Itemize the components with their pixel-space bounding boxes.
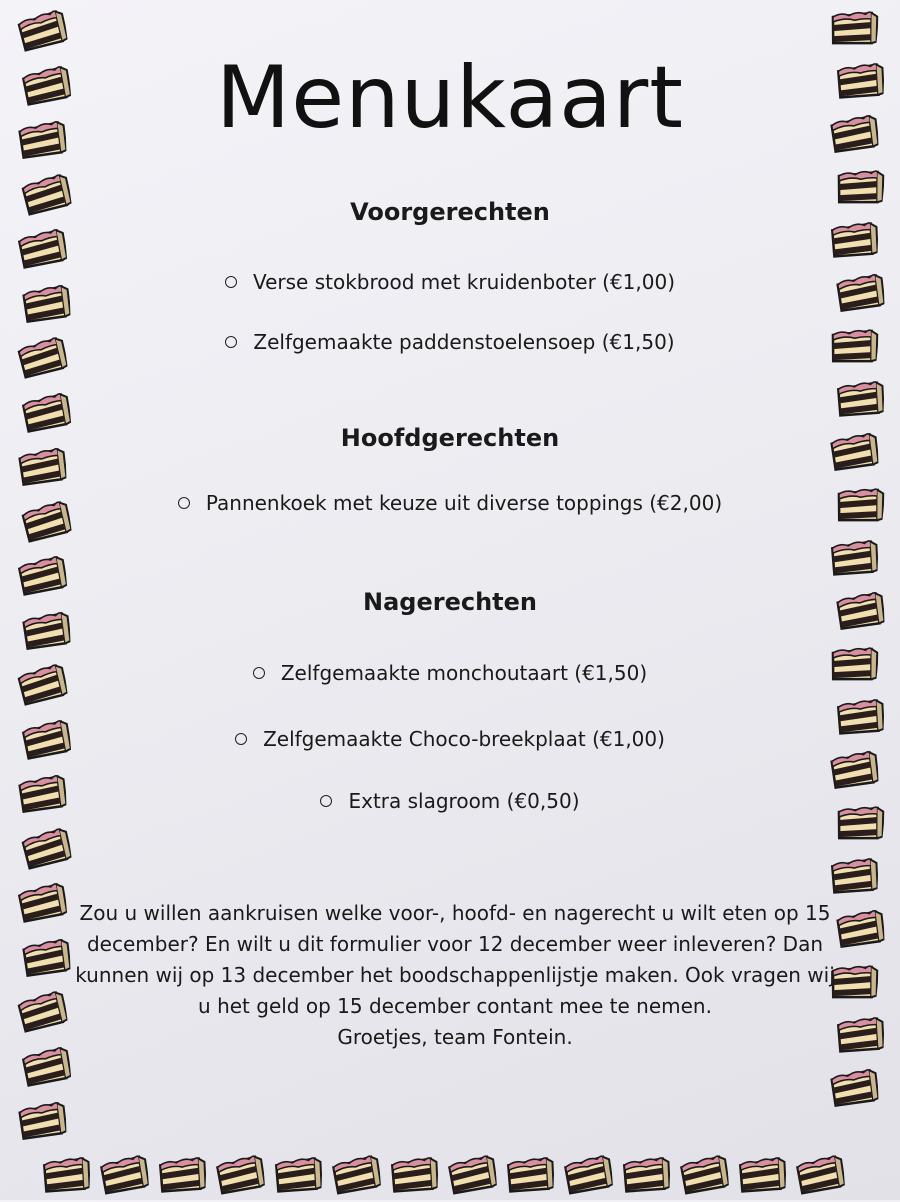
instructions-note bbox=[75, 898, 835, 1053]
circle-bullet-icon bbox=[225, 336, 237, 348]
cake-slice-icon bbox=[327, 1150, 382, 1198]
cake-slice-icon bbox=[825, 746, 879, 792]
circle-bullet-icon bbox=[235, 733, 247, 745]
cake-slice-icon bbox=[825, 534, 879, 580]
cake-slice-icon bbox=[824, 2, 880, 51]
menu-item bbox=[0, 789, 900, 813]
cake-slice-icon bbox=[15, 822, 73, 873]
cake-slice-icon bbox=[617, 1151, 671, 1197]
section-heading-nagerechten: Nagerechten bbox=[363, 588, 537, 616]
circle-bullet-icon bbox=[320, 795, 332, 807]
signature-text: Groetjes, team Fontein. bbox=[337, 1025, 573, 1049]
menu-item bbox=[0, 491, 900, 515]
menu-item-label: Pannenkoek met keuze uit diverse toppings (€2,00) bbox=[205, 491, 723, 515]
menu-item-label: Zelfgemaakte paddenstoelensoep (€1,50) bbox=[253, 330, 675, 354]
menu-item-label: Zelfgemaakte Choco-breekplaat (€1,00) bbox=[263, 727, 665, 751]
cake-slice-icon bbox=[95, 1150, 150, 1198]
cake-slice-icon bbox=[269, 1151, 323, 1197]
cake-slice-icon bbox=[12, 878, 68, 926]
cake-slice-icon bbox=[37, 1151, 91, 1197]
cake-slice-icon bbox=[831, 375, 885, 421]
menu-item bbox=[0, 270, 900, 294]
cake-slice-icon bbox=[831, 905, 885, 951]
cake-slice-icon bbox=[825, 1064, 879, 1110]
cake-slice-icon bbox=[501, 1151, 555, 1197]
cake-slice-icon bbox=[791, 1150, 846, 1198]
cake-slice-icon bbox=[831, 1011, 885, 1057]
cake-slice-icon bbox=[443, 1150, 498, 1198]
circle-bullet-icon bbox=[225, 276, 237, 288]
cake-slice-icon bbox=[17, 934, 71, 980]
cake-slice-icon bbox=[12, 224, 68, 272]
cake-slice-icon bbox=[675, 1150, 730, 1198]
circle-bullet-icon bbox=[178, 497, 190, 509]
section-heading-voorgerechten: Voorgerechten bbox=[350, 198, 550, 226]
cake-slice-icon bbox=[385, 1151, 439, 1197]
circle-bullet-icon bbox=[253, 667, 265, 679]
cake-slice-icon bbox=[16, 1041, 72, 1089]
cake-slice-icon bbox=[733, 1151, 787, 1197]
cake-slice-icon bbox=[13, 1097, 67, 1143]
cake-slice-icon bbox=[825, 852, 879, 898]
cake-slice-icon bbox=[11, 986, 69, 1037]
cake-slice-icon bbox=[559, 1150, 614, 1198]
menu-item bbox=[0, 330, 900, 354]
menu-title: Menukaart bbox=[216, 48, 684, 148]
menu-item bbox=[0, 727, 900, 751]
menu-item bbox=[0, 661, 900, 685]
section-heading-hoofdgerechten: Hoofdgerechten bbox=[340, 424, 560, 452]
menu-item-label: Zelfgemaakte monchoutaart (€1,50) bbox=[280, 661, 648, 685]
instructions-text: Zou u willen aankruisen welke voor-, hoofd- en nagerecht u wilt eten op 15 december? En wilt u dit formulier voor 12 december weer inleveren? Dan kunnen wij op 13 december het boodschappenlijstje maken. Ook vragen wij u het geld op 15 december contant mee te nemen. bbox=[75, 901, 835, 1018]
cake-slice-icon bbox=[211, 1150, 266, 1198]
cake-slice-icon bbox=[153, 1151, 207, 1197]
menu-item-label: Extra slagroom (€0,50) bbox=[348, 789, 580, 813]
menu-item-label: Verse stokbrood met kruidenboter (€1,00) bbox=[252, 270, 676, 294]
